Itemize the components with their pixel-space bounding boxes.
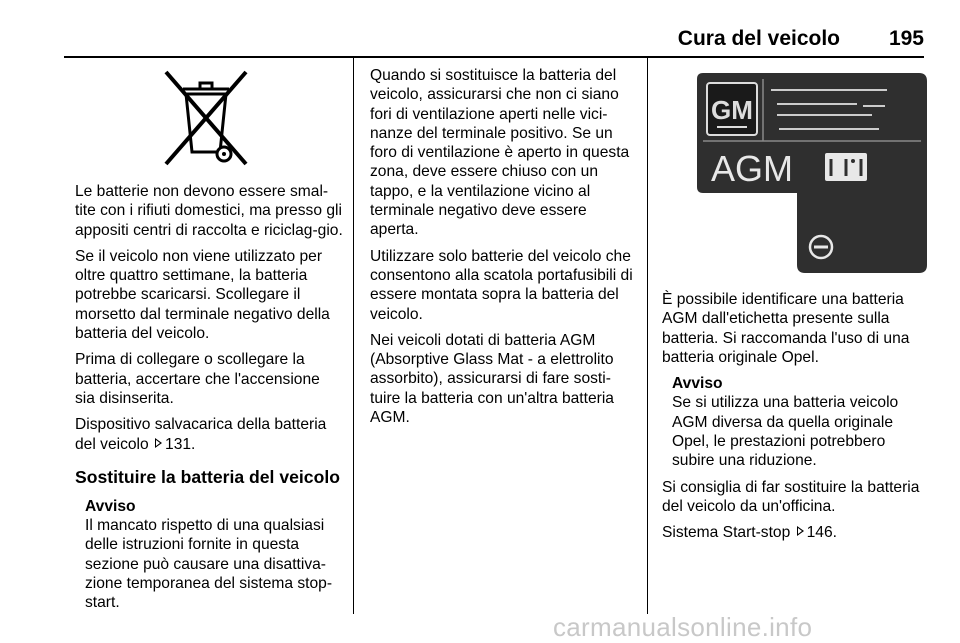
paragraph — [662, 523, 932, 542]
reference-arrow-icon — [797, 526, 804, 536]
page-reference[interactable]: 131. — [165, 435, 196, 453]
notice-title: Avviso — [85, 497, 136, 515]
notice-title: Avviso — [672, 375, 723, 393]
agm-text: AGM — [711, 148, 794, 189]
column-3 — [662, 290, 932, 550]
crossed-bin-icon — [152, 64, 260, 170]
paragraph: Utilizzare solo batterie del veicolo che consentono alla scatola portafusibili di essere montata sopra la batteria del veicolo. — [370, 247, 633, 323]
paragraph: Quando si sostituisce la batteria del veicolo, assicurarsi che non ci siano fori di ventilazione aperti nelle vici-nanze del terminale positivo. Se un foro di ventilazione è aperto in questa zona, deve essere chiuso con un tappo, e la ventilazione vicino al terminale negativo deve essere aperta. — [370, 67, 630, 239]
paragraph: Si consiglia di far sostituire la batteria del veicolo da un'officina. — [662, 478, 920, 515]
paragraph: Prima di collegare o scollegare la batteria, accertare che l'accensione sia disinserita. — [75, 351, 320, 407]
paragraph: È possibile identificare una batteria AGM dall'etichetta presente sulla batteria. Si raccomanda l'uso di una batteria originale Opel. — [662, 291, 910, 366]
paragraph: Le batterie non devono essere smal-tite con i rifiuti domestici, ma presso gli appositi centri di raccolta e riciclag-gio. — [75, 183, 343, 239]
notice-box — [672, 374, 932, 470]
paragraph-text: Dispositivo salvacarica della batteria del veicolo — [75, 416, 327, 453]
reference-arrow-icon — [155, 438, 162, 448]
column-1 — [75, 182, 343, 620]
column-2 — [370, 66, 636, 434]
notice-text: Se si utilizza una batteria veicolo AGM diversa da quella originale Opel, le prestazioni potrebbero subire una riduzione. — [672, 394, 899, 470]
watermark: carmanualsonline.info — [553, 612, 813, 642]
header-rule — [64, 56, 924, 58]
notice-text: Il mancato rispetto di una qualsiasi delle istruzioni fornite in questa sezione può causare una disattiva-zione temporanea del sistema stop-start. — [85, 517, 333, 612]
page-reference[interactable]: 146. — [806, 524, 837, 542]
paragraph: Se il veicolo non viene utilizzato per oltre quattro settimane, la batteria potrebbe scaricarsi. Scollegare il morsetto dal terminale negativo della batteria del veicolo. — [75, 247, 330, 343]
column-divider-2 — [647, 58, 648, 614]
paragraph: Nei veicoli dotati di batteria AGM (Absorptive Glass Mat - a elettrolito assorbito), assicurarsi di fare sosti-tuire la batteria con un'altra batteria AGM. — [370, 331, 614, 427]
paragraph — [75, 415, 343, 454]
notice-box — [85, 497, 343, 613]
section-title: Cura del veicolo — [677, 27, 840, 50]
page-header — [64, 27, 924, 51]
paragraph-text: Sistema Start-stop — [662, 524, 791, 542]
section-heading: Sostituire la batteria del veicolo — [75, 466, 340, 487]
page-number: 195 — [888, 27, 924, 50]
agm-battery-label-image — [697, 73, 927, 273]
gm-logo-icon: GM — [711, 95, 753, 125]
column-divider-1 — [353, 58, 354, 614]
